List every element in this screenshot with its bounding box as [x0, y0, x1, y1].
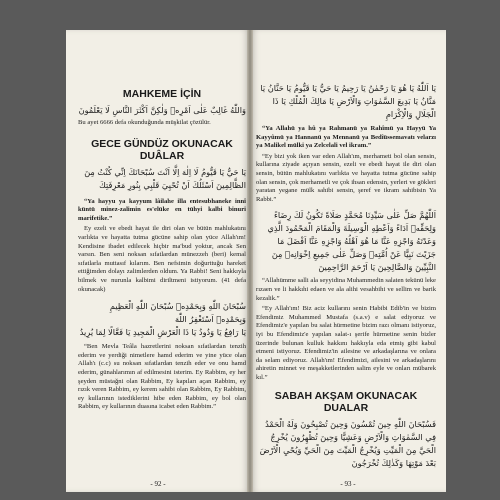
transliteration-right-2: “Allahümme salli ala seyyidina Muhammedin salaten tekünü leke rızaen ve li hakkıhi edaen ve ala alihi vesahbihi ve sellim ve barik kezalik.”	[256, 277, 436, 302]
left-page	[66, 30, 250, 492]
paragraph-2: “Ben Mevla Teâla hazretlerini noksan sıfatlardan tenzih ederim ve yerdiği nimetlere hamd ederim ve yine yüce olan Allah'ı (c.c) su noksan sıfatlardan tenzih eder ve onu hamd ederim, günahlarımın af edilmesini isterim. Ey Rabbim, ey her şeyden müstağni olan Rabbim, Ey kapıları açan Rabbim, ey rızık veren Rabbim, ey kerem sahibi olan Rabbim, Ey Rabbim, ey kullarının istediklerini hibe eden Rabbim, ey bol olan Rabbim, ey kullarının duasına icabet eden Rabbim.”	[78, 343, 246, 411]
arabic-dua-top: يَا اَللّٰهُ يَا هُوَ يَا رَحْمٰنُ يَا رَحِيمُ يَا حَيُّ يَا قَيُّومُ يَا حَنَّانُ يَا مَنَّانُ يَا بَدِيعَ السَّمٰوَاتِ وَالْاَرْضِ يَا مَالِكَ الْمُلْكِ يَا ذَا الْجَلَالِ وَالْاِكْرَامِ	[260, 83, 436, 119]
arabic-dua-sabah: فَسُبْحَانَ اللّٰهِ حِينَ تُمْسُونَ وَحِينَ تُصْبِحُونَ وَلَهُ الْحَمْدُ فِي السَّمٰوَاتِ وَالْاَرْضِ وَعَشِيًّا وَحِينَ تُظْهِرُونَ يُخْرِجُ الْحَيَّ مِنَ الْمَيِّتِ وَيُخْرِجُ الْمَيِّتَ مِنَ الْحَيِّ وَيُحْيِ الْاَرْضَ بَعْدَ مَوْتِهَا وَكَذٰلِكَ تُخْرَجُونَ	[259, 419, 436, 469]
right-page	[250, 30, 446, 492]
paragraph-1: Ey ezeli ve ebedi hayat ile diri olan ve bütün mahlukatını varlıkta ve hayatta tutma gücüne sahip olan yüce Allah'ım! Kendisine ibadet edilecek hiçbir ma'bud yoktur, ancak Sen varsın. Ben seni noksan sıfatlardan münezzeh (beri) kemal sıfatlarla muttasıf kılarım. Ben nefsimin doğurttuğu hareket ettiğimden dolayı zalimlerden oldum. Ya Rabbi! Seni hakkıyla bilmek ve nurunla kalbimi diriltmeni istiyorum. (41 defa okunacak)	[78, 225, 246, 293]
page-number-left: - 92 -	[150, 480, 166, 488]
heading-gece-gunduz: GECE GÜNDÜZ OKUNACAK DUÂLAR	[91, 137, 233, 162]
page-number-right: - 93 -	[340, 480, 356, 488]
paragraph-right-1: “Ey bizi yok iken var eden Allah'ım, merhameti bol olan sensin, kullarına ziyade açıyan sensin, ezeli ve ebedi hayat ile diri olan sensin, bütün mahlukatını varlıkta ve hayatta tutma gücüne sahip olan sensin, çok merhametli ve çok ihsan edensin, yerleri ve gökleri yaratan yegane mülk sahibi sensin, şeref ve ikram sahibisin Ya Rabbi.”	[256, 152, 436, 203]
book-gutter	[247, 30, 253, 492]
transliteration-1: “Ya hayyu ya kayyum lâilahe illa entesubhaneke innî küntü minez-zalimin es'elüke en tühyi kalbi binuri marifetike.”	[78, 197, 246, 222]
arabic-salawat: اَللّٰهُمَّ صَلِّ عَلٰى سَيِّدِنَا مُحَمَّدٍ صَلَاةً تَكُونُ لَكَ رِضَاءً وَلِحَقِّهٖ اَدَاءً وَاَعْطِهِ الْوَسِيلَةَ وَالْمَقَامَ الْمَحْمُودَ الَّذِي وَعَدْتَهُ وَاجْزِهِ عَنَّا مَا هُوَ اَهْلُهُ وَاجْزِهِ عَنَّا اَفْضَلَ مَا جَزَيْتَ نَبِيًّا عَنْ اُمَّتِهٖ وَصَلِّ عَلٰى جَمِيعِ اِخْوَانِهٖ مِنَ النَّبِيِّينَ وَالصَّالِحِينَ يَا اَرْحَمَ الرَّاحِمِينَ	[267, 210, 436, 273]
arabic-verse-1: وَاللّٰهُ غَالِبٌ عَلٰى اَمْرِهٖ وَلٰكِنَّ اَكْثَرَ النَّاسِ لَا يَعْلَمُونَ	[78, 105, 246, 115]
transliteration-right-1: “Ya Allahü ya hû ya Rahmanü ya Rahîmü ya Hayyü Ya Kayyûmü ya Hannanü ya Mennanü ya Bedîüssemavatı velarzı ya Malikel mülki ya Zelcelali vel ikram.”	[256, 125, 436, 150]
heading-mahkeme: MAHKEME İÇİN	[122, 88, 202, 100]
arabic-dua-4: يَا رَافِعُ يَا وَدُودُ يَا ذَا الْعَرْشِ الْمَجِيدِ يَا فَعَّالًا لِمَا يُرِيدُ	[79, 327, 246, 338]
arabic-dua-2: يَا حَيُّ يَا قَيُّومُ لَا اِلٰهَ اِلَّا اَنْتَ سُبْحَانَكَ اِنِّي كُنْتُ مِنَ الظَّالِمِينَ اَسْئَلُكَ اَنْ تُحْيِيَ قَلْبِي بِنُورِ مَعْرِفَتِكَ	[84, 166, 246, 190]
arabic-dua-3: سُبْحَانَ اللّٰهِ وَبِحَمْدِهٖ سُبْحَانَ اللّٰهِ الْعَظِيمِ وَبِحَمْدِهٖ اَسْتَغْفِرُ اللّٰهَ	[109, 301, 246, 325]
paragraph-right-2: “Ey Allah'ım! Biz aciz kullarını senin Habibi Edib'in ve bizim Efendimiz Muhammed Mustafa (s.a.v) e salat ediyoruz ve Efendimiz'e yapılan bu salat hürmetine bizim razı olmanı istiyoruz, iyi bu Efendimiz'e yapılan salat-ı şerife hürmetine senin bizler üzerinde bulunan kulluk hakkını hakkıyla eda etmiş gibi kabul etmeni istiyoruz. Efendimiz'in ailesine ve arkadaşlarına ve onlara da selam ediyoruz. Allah'ım! Efendimizi, ailesini ve arkadaşlarını ahiretin minnet ve meşakketlerinden salim eyle ve onları mübarek kıl.”	[256, 305, 436, 381]
note-1: Bu ayet 6666 defa okunduğunda müşkilat çözülür.	[78, 119, 211, 126]
heading-sabah-aksam: SABAH AKŞAM OKUNACAK DUALAR	[274, 390, 418, 415]
